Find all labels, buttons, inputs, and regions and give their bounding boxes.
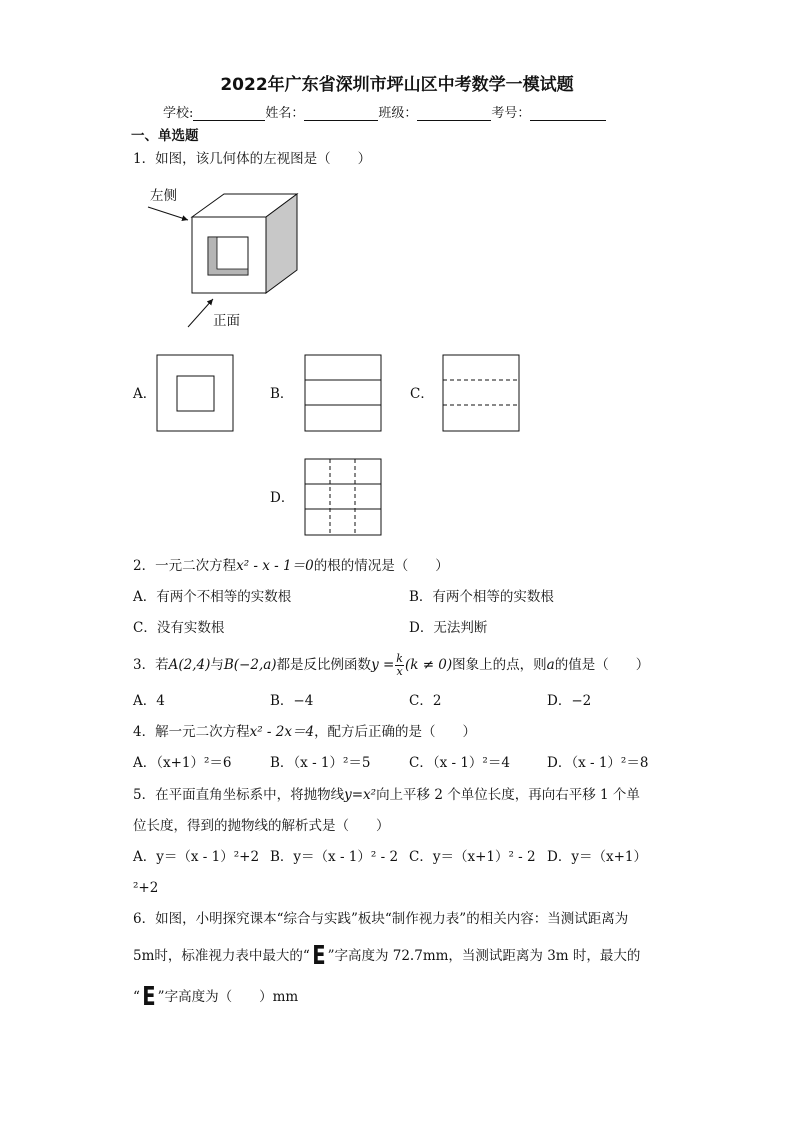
q6-text-2a: 5m时，标准视力表中最大的“ [133, 948, 310, 964]
q3-fraction-den: x [396, 665, 403, 678]
q1-option-d-figure[interactable] [304, 458, 384, 536]
q3-text-4: 图象上的点，则 [452, 657, 547, 673]
q4-option-d[interactable]: D．（x - 1）²＝8 [547, 755, 649, 771]
q5-stem-line2: 位长度，得到的抛物线的解析式是（ ） [133, 818, 390, 834]
q2-stem-post: 的根的情况是（ ） [313, 558, 449, 574]
q2-option-b[interactable]: B．有两个相等的实数根 [409, 589, 554, 605]
exam-no-field[interactable] [530, 106, 606, 121]
q3-fraction-num: k [396, 652, 403, 665]
q3-text-2: 与 [210, 657, 224, 673]
q3-option-d[interactable]: D．−2 [547, 693, 592, 709]
q6-text-3a: “ [133, 989, 140, 1005]
q1-option-a-figure[interactable] [156, 354, 236, 432]
q3-option-c[interactable]: C．2 [409, 693, 442, 709]
class-label: 班级： [378, 106, 418, 121]
q4-stem-pre: 4．解一元二次方程 [133, 724, 250, 740]
q1-option-b-figure[interactable] [304, 354, 384, 432]
page-title: 2022年广东省深圳市坪山区中考数学一模试题 [220, 75, 574, 95]
q1-option-d-label[interactable]: D． [270, 490, 295, 506]
q3-text-3: 都是反比例函数 [276, 657, 372, 673]
school-label: 学校: [163, 106, 194, 121]
q2-equation: x² - x - 1＝0 [236, 558, 314, 574]
q4-equation: x² - 2x＝4 [249, 724, 315, 740]
q2-stem [133, 557, 449, 575]
q4-option-a[interactable]: A．（x+1）²＝6 [133, 755, 232, 771]
q2-option-a[interactable]: A．有两个不相等的实数根 [133, 589, 292, 605]
q5-text-2: 向上平移 2 个单位长度，再向右平移 1 个单 [376, 787, 640, 803]
school-field[interactable] [193, 106, 265, 121]
q4-option-c[interactable]: C．（x - 1）²＝4 [409, 755, 510, 771]
q6-stem-line2 [133, 941, 641, 971]
q1-option-c-label[interactable]: C． [410, 386, 434, 402]
q3-text-5: 的值是（ ） [554, 657, 650, 673]
q4-option-b[interactable]: B．（x - 1）²＝5 [270, 755, 371, 771]
q1-left-side-label: 左侧 [150, 188, 177, 204]
q3-point-a: A(2,4) [168, 657, 211, 673]
q5-option-c[interactable]: C．y＝（x+1）² - 2 [409, 849, 536, 865]
q6-text-3b: ”字高度为（ ）mm [157, 989, 299, 1005]
q1-stem: 1．如图，该几何体的左视图是（ ） [133, 151, 372, 167]
name-field[interactable] [304, 106, 378, 121]
q3-stem [133, 653, 649, 678]
q5-equation: y=x² [344, 787, 377, 803]
q2-option-c[interactable]: C．没有实数根 [133, 620, 225, 636]
q3-option-b[interactable]: B．−4 [270, 693, 314, 709]
student-info-row [163, 102, 606, 121]
q3-option-a[interactable]: A．4 [133, 693, 165, 709]
q3-point-b: B(−2,a) [223, 657, 277, 673]
q6-eye-chart-e-2: E [142, 982, 156, 1012]
q3-fraction [395, 653, 404, 678]
q3-var-a: a [546, 657, 555, 673]
q3-text-1: 3．若 [133, 657, 169, 673]
section-single-choice: 一、单选题 [131, 128, 199, 144]
q3-func-cond: (k ≠ 0) [404, 657, 453, 673]
q5-option-b[interactable]: B．y＝（x - 1）² - 2 [270, 849, 399, 865]
q2-option-d[interactable]: D．无法判断 [409, 620, 488, 636]
front-arrow [188, 299, 213, 327]
name-label: 姓名： [265, 106, 305, 121]
exam-no-label: 考号： [491, 106, 531, 121]
q1-front-label: 正面 [213, 313, 240, 329]
q4-stem-post: ，配方后正确的是（ ） [314, 724, 477, 740]
q5-option-a[interactable]: A．y＝（x - 1）²+2 [133, 849, 260, 865]
q1-option-c-figure[interactable] [442, 354, 522, 432]
q5-stem-line1 [133, 786, 640, 804]
q1-option-a-label[interactable]: A． [133, 386, 157, 402]
q5-option-d[interactable]: D．y＝（x+1） [547, 849, 647, 865]
left-side-arrow [148, 207, 188, 220]
q1-option-b-label[interactable]: B． [270, 386, 294, 402]
q2-stem-pre: 2．一元二次方程 [133, 558, 237, 574]
q3-func-y: y = [371, 657, 395, 673]
q6-text-2b: ”字高度为 72.7mm，当测试距离为 3m 时，最大的 [327, 948, 641, 964]
q1-solid-figure [140, 185, 310, 335]
class-field[interactable] [417, 106, 491, 121]
q6-eye-chart-e: E [312, 941, 326, 971]
q6-stem-line1: 6．如图，小明探究课本“综合与实践”板块“制作视力表”的相关内容：当测试距离为 [133, 911, 629, 927]
q4-stem [133, 723, 476, 741]
q5-text-1: 5．在平面直角坐标系中，将抛物线 [133, 787, 345, 803]
q5-option-d-wrap[interactable]: ²+2 [133, 880, 159, 896]
q6-stem-line3 [133, 982, 299, 1012]
